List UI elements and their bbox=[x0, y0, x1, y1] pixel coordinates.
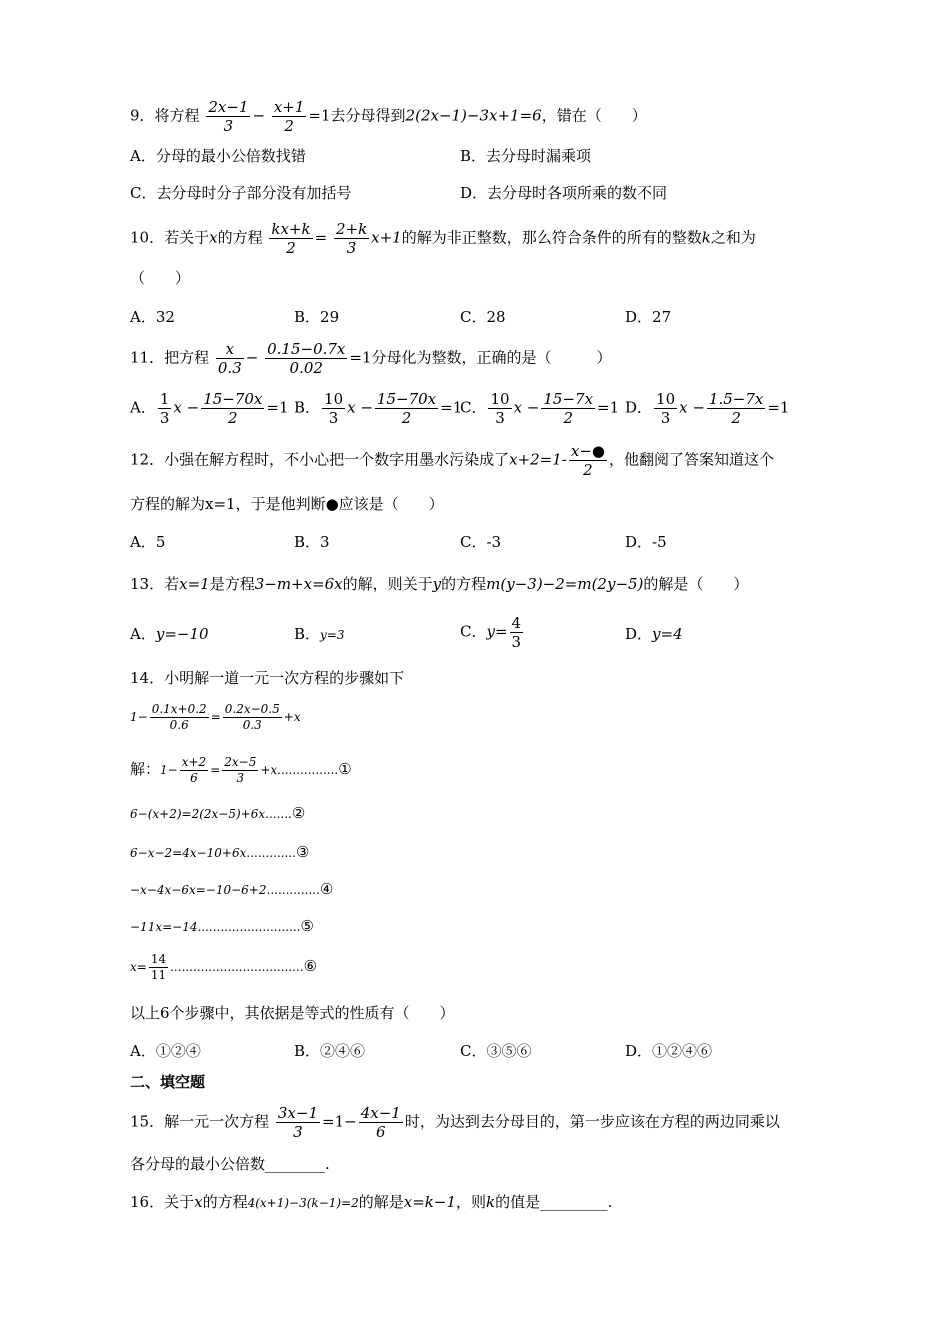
q13-eq2: m(y−3)−2=m(2y−5) bbox=[486, 575, 644, 593]
q15-stem bbox=[130, 1104, 780, 1141]
q15-number: 15． bbox=[130, 1112, 165, 1131]
q12-eq-lhs: x+2=1- bbox=[509, 450, 567, 469]
q14-solution-label: 解： bbox=[130, 760, 161, 778]
q14-step1-frac2 bbox=[222, 755, 258, 786]
q10-number: 10． bbox=[130, 228, 165, 247]
q14-problem-f1-num: 0.1x+0.2 bbox=[151, 702, 207, 716]
q11-c-rhs: =1 bbox=[597, 398, 620, 417]
q14-text: 小明解一道一元一次方程的步骤如下 bbox=[164, 669, 405, 687]
q14-problem-eq: = bbox=[210, 710, 221, 724]
q16-var-x: x bbox=[194, 1193, 203, 1211]
q11-option-c-frac1 bbox=[488, 390, 511, 427]
q11-a-f1-num: 1 bbox=[159, 390, 170, 408]
q11-number: 11． bbox=[130, 348, 165, 367]
q14-problem-tail: +x bbox=[283, 710, 301, 724]
q13-text-after: 的解是（ ） bbox=[643, 575, 749, 593]
q14-step3 bbox=[130, 842, 309, 863]
q14-problem-f2-num: 0.2x−0.5 bbox=[224, 702, 280, 716]
q11-option-a-label: A． bbox=[130, 398, 156, 417]
q12-option-a: A．5 bbox=[130, 533, 166, 551]
q11-d-f2-den: 2 bbox=[731, 409, 741, 427]
q11-a-f2-num: 15−70x bbox=[203, 390, 263, 408]
q9-stem bbox=[130, 98, 647, 135]
q9-frac2-num: x+1 bbox=[273, 98, 305, 116]
q14-step1-eq: = bbox=[210, 763, 221, 777]
q10-var-x: x bbox=[209, 228, 218, 247]
q11-rhs: =1 bbox=[349, 348, 372, 367]
q9-number: 9． bbox=[130, 106, 155, 125]
q9-text-before: 将方程 bbox=[154, 106, 200, 125]
q14-step5-eq: −11x=−14 bbox=[130, 920, 198, 934]
q9-option-d: D．去分母时各项所乘的数不同 bbox=[460, 184, 668, 202]
q10-frac1-den: 2 bbox=[286, 239, 296, 257]
q16-text-mid: 的方程 bbox=[202, 1193, 248, 1211]
q9-frac1-num: 2x−1 bbox=[208, 98, 249, 116]
q11-option-b bbox=[294, 390, 462, 427]
q14-step4-dots: .............. bbox=[266, 883, 320, 897]
q14-step5-mark: ⑤ bbox=[300, 917, 314, 935]
q11-option-b-frac2 bbox=[375, 390, 438, 427]
q14-problem-frac2 bbox=[223, 702, 282, 733]
q14-option-a: A．①②④ bbox=[130, 1042, 201, 1060]
q11-b-rhs: =1 bbox=[440, 398, 463, 417]
q10-var-k: k bbox=[701, 228, 711, 247]
q12-text-after: ，他翻阅了答案知道这个 bbox=[609, 450, 775, 469]
q15-frac2 bbox=[359, 1104, 403, 1141]
q13-option-d bbox=[625, 624, 683, 644]
q14-question: 以上6个步骤中，其依据是等式的性质有（ ） bbox=[130, 1004, 455, 1022]
q10-option-d: D．27 bbox=[625, 308, 672, 326]
q13-c-frac bbox=[510, 614, 524, 651]
q13-option-b bbox=[294, 624, 345, 645]
q14-step5-dots: ........................... bbox=[197, 920, 301, 934]
q9-minus: − bbox=[252, 106, 266, 125]
q9-text-mid: 去分母得到 bbox=[330, 106, 406, 125]
q11-b-f1-num: 10 bbox=[324, 390, 344, 408]
q12-frac bbox=[569, 442, 607, 479]
q14-step6-pre: x= bbox=[130, 960, 147, 974]
q16-var-k: k bbox=[486, 1193, 496, 1211]
q11-c-mid: x − bbox=[513, 398, 540, 417]
q12-line2: 方程的解为x=1，于是他判断●应该是（ ） bbox=[130, 495, 444, 513]
q13-option-a bbox=[130, 624, 209, 644]
q15-f1-den: 3 bbox=[293, 1123, 303, 1141]
q14-option-c: C．③⑤⑥ bbox=[460, 1042, 532, 1060]
q11-b-mid: x − bbox=[347, 398, 373, 417]
q13-var-y: y bbox=[432, 575, 442, 593]
q11-frac1-den: 0.3 bbox=[217, 359, 242, 377]
q16-text-after: 的值是_________. bbox=[495, 1193, 613, 1211]
q11-option-d-frac2 bbox=[707, 390, 765, 427]
q11-option-b-label: B． bbox=[294, 398, 321, 417]
q13-d-label: D． bbox=[625, 625, 653, 643]
q12-frac-den: 2 bbox=[583, 461, 593, 479]
q14-step5 bbox=[130, 916, 314, 937]
q11-frac2-den: 0.02 bbox=[289, 359, 323, 377]
q15-f1-num: 3x−1 bbox=[277, 1104, 319, 1122]
q13-c-frac-num: 4 bbox=[511, 614, 522, 632]
q14-problem bbox=[130, 702, 301, 733]
q15-f2-den: 6 bbox=[375, 1123, 386, 1141]
q14-step3-eq: 6−x−2=4x−10+6x bbox=[130, 846, 247, 860]
q14-step4-eq: −x−4x−6x=−10−6+2 bbox=[130, 883, 267, 897]
q16-stem bbox=[130, 1192, 612, 1213]
q10-frac2 bbox=[334, 220, 369, 257]
q12-option-c: C．-3 bbox=[460, 533, 502, 551]
q11-d-rhs: =1 bbox=[767, 398, 790, 417]
q12-frac-num: x−● bbox=[570, 442, 605, 460]
q14-step1 bbox=[130, 755, 352, 786]
q13-eq1: 3−m+x=6x bbox=[254, 575, 343, 593]
q11-d-mid: x − bbox=[679, 398, 705, 417]
q10-equals: = bbox=[314, 228, 328, 247]
q11-option-a bbox=[130, 390, 289, 427]
q10-frac2-den: 3 bbox=[346, 239, 357, 257]
q14-option-b: B．②④⑥ bbox=[294, 1042, 366, 1060]
q11-option-d bbox=[625, 390, 789, 427]
section-heading-fill-in: 二、填空题 bbox=[130, 1073, 206, 1091]
q10-stem bbox=[130, 220, 756, 257]
q13-b-value: y=3 bbox=[320, 628, 345, 642]
q13-text-mid3: 的方程 bbox=[441, 575, 487, 593]
q14-option-d: D．①②④⑥ bbox=[625, 1042, 713, 1060]
q14-stem bbox=[130, 668, 404, 688]
q16-eq: 4(x+1)−3(k−1)=2 bbox=[247, 1196, 359, 1210]
q14-step6-dots: ................................... bbox=[170, 960, 304, 974]
q11-d-f2-num: 1.5−7x bbox=[708, 390, 764, 408]
q10-option-b: B．29 bbox=[294, 308, 340, 326]
q11-a-rhs: =1 bbox=[266, 398, 289, 417]
q14-step1-tail: +x bbox=[260, 763, 278, 777]
q11-option-a-frac2 bbox=[201, 390, 264, 427]
q9-text-after: ，错在（ ） bbox=[541, 106, 647, 125]
q10-text-before: 若关于 bbox=[164, 228, 210, 247]
q12-text-before: 小强在解方程时，不小心把一个数字用墨水污染成了 bbox=[164, 450, 510, 469]
q13-c-pre: y= bbox=[486, 622, 508, 641]
q11-c-f1-num: 10 bbox=[490, 390, 510, 408]
q11-a-f2-den: 2 bbox=[228, 409, 238, 427]
q13-cond: x=1 bbox=[179, 575, 210, 593]
q14-number: 14． bbox=[130, 669, 165, 687]
q10-frac1 bbox=[269, 220, 312, 257]
q14-problem-frac1 bbox=[150, 702, 209, 733]
q14-problem-pre: 1− bbox=[130, 710, 148, 724]
q13-a-label: A． bbox=[130, 625, 156, 643]
q13-a-value: y=−10 bbox=[155, 625, 209, 643]
q15-line2: 各分母的最小公倍数________. bbox=[130, 1155, 330, 1173]
q10-text-eq: 的方程 bbox=[217, 228, 263, 247]
q13-stem bbox=[130, 574, 748, 594]
q13-number: 13． bbox=[130, 575, 165, 593]
q13-d-value: y=4 bbox=[652, 625, 683, 643]
q9-eq-result: 2(2x−1)−3x+1=6 bbox=[405, 106, 542, 125]
q13-option-c bbox=[460, 614, 525, 651]
q11-frac1 bbox=[216, 340, 244, 377]
q14-step1-frac1 bbox=[180, 755, 208, 786]
q15-frac1 bbox=[276, 1104, 320, 1141]
q11-c-f2-den: 2 bbox=[563, 409, 573, 427]
q13-b-label: B． bbox=[294, 625, 321, 643]
q11-frac2-num: 0.15−0.7x bbox=[267, 340, 346, 358]
q14-step4 bbox=[130, 879, 333, 900]
q10-paren: （ ） bbox=[130, 269, 191, 287]
q11-text-after: 分母化为整数，正确的是（ ） bbox=[371, 348, 612, 367]
q11-a-mid: x − bbox=[173, 398, 200, 417]
q11-a-f1-den: 3 bbox=[159, 409, 170, 427]
q11-minus: − bbox=[245, 348, 259, 367]
q10-frac1-num: kx+k bbox=[271, 220, 311, 238]
q11-option-c bbox=[460, 390, 619, 427]
q10-text-end: 之和为 bbox=[710, 228, 756, 247]
q12-option-d: D．-5 bbox=[625, 533, 667, 551]
q11-frac1-num: x bbox=[216, 340, 244, 359]
q14-step1-f2-num: 2x−5 bbox=[224, 755, 257, 769]
q14-step6 bbox=[130, 952, 317, 983]
q15-eq-mid: =1− bbox=[322, 1112, 357, 1131]
q10-option-a: A．32 bbox=[130, 308, 175, 326]
q11-c-f1-den: 3 bbox=[495, 409, 505, 427]
q9-option-a: A．分母的最小公倍数找错 bbox=[130, 147, 306, 165]
q14-problem-f1-den: 0.6 bbox=[169, 718, 189, 732]
q11-option-c-label: C． bbox=[460, 398, 487, 417]
q13-text-mid2: 的解，则关于 bbox=[342, 575, 433, 593]
q10-eq-tail: x+1 bbox=[371, 228, 402, 247]
q9-frac1-den: 3 bbox=[223, 117, 234, 135]
q16-solution: x=k−1 bbox=[403, 1193, 457, 1211]
q11-option-a-frac1 bbox=[158, 390, 172, 427]
q11-option-c-frac2 bbox=[541, 390, 595, 427]
q13-text-before: 若 bbox=[164, 575, 180, 593]
q14-step4-mark: ④ bbox=[319, 880, 334, 898]
q15-text-before: 解一元一次方程 bbox=[164, 1112, 270, 1131]
q11-frac2 bbox=[265, 340, 347, 377]
q14-step1-pre: 1− bbox=[160, 763, 178, 777]
q9-rhs: =1 bbox=[308, 106, 331, 125]
q9-frac2 bbox=[272, 98, 307, 135]
q14-problem-f2-den: 0.3 bbox=[242, 718, 262, 732]
q16-text-mid3: ，则 bbox=[456, 1193, 487, 1211]
q14-step3-mark: ③ bbox=[295, 843, 310, 861]
q10-text-after: 的解为非正整数，那么符合条件的所有的整数 bbox=[401, 228, 702, 247]
q11-d-f1-num: 10 bbox=[656, 390, 676, 408]
q11-c-f2-num: 15−7x bbox=[543, 390, 594, 408]
q11-d-f1-den: 3 bbox=[660, 409, 671, 427]
q14-step6-frac-den: 11 bbox=[150, 968, 167, 982]
q12-option-b: B．3 bbox=[294, 533, 330, 551]
q15-f2-num: 4x−1 bbox=[360, 1104, 401, 1122]
q14-step6-frac-num: 14 bbox=[150, 952, 167, 966]
q14-step2 bbox=[130, 803, 305, 824]
q14-step2-dots: ....... bbox=[265, 807, 292, 821]
q11-b-f1-den: 3 bbox=[328, 409, 339, 427]
q16-text-mid2: 的解是 bbox=[358, 1193, 404, 1211]
q14-step3-dots: ............. bbox=[246, 846, 296, 860]
q14-step1-dots: ................ bbox=[277, 763, 339, 777]
q14-step1-mark: ① bbox=[338, 760, 352, 778]
q11-option-d-frac1 bbox=[654, 390, 677, 427]
q13-c-label: C． bbox=[460, 622, 487, 641]
q11-b-f2-num: 15−70x bbox=[376, 390, 437, 408]
q9-option-b: B．去分母时漏乘项 bbox=[460, 147, 592, 165]
q9-option-c: C．去分母时分子部分没有加括号 bbox=[130, 184, 352, 202]
q10-option-c: C．28 bbox=[460, 308, 506, 326]
q12-stem bbox=[130, 442, 774, 479]
q16-text-before: 关于 bbox=[164, 1193, 195, 1211]
q16-number: 16． bbox=[130, 1193, 165, 1211]
q14-step6-mark: ⑥ bbox=[303, 957, 318, 975]
q14-step2-eq: 6−(x+2)=2(2x−5)+6x bbox=[130, 807, 266, 821]
q14-step1-f1-num: x+2 bbox=[181, 755, 207, 769]
q9-frac1 bbox=[206, 98, 250, 135]
q11-option-d-label: D． bbox=[625, 398, 653, 417]
q14-step2-mark: ② bbox=[291, 804, 306, 822]
q15-text-after: 时，为达到去分母目的，第一步应该在方程的两边同乘以 bbox=[404, 1112, 780, 1131]
q11-text-before: 把方程 bbox=[164, 348, 210, 367]
q13-text-mid1: 是方程 bbox=[209, 575, 255, 593]
q11-b-f2-den: 2 bbox=[401, 409, 412, 427]
q12-number: 12． bbox=[130, 450, 165, 469]
q14-step1-f1-den: 6 bbox=[190, 771, 198, 785]
q9-frac2-den: 2 bbox=[284, 117, 294, 135]
q11-stem bbox=[130, 340, 612, 377]
q14-step6-frac bbox=[149, 952, 168, 983]
q10-frac2-num: 2+k bbox=[335, 220, 368, 238]
q13-c-frac-den: 3 bbox=[511, 633, 522, 651]
q11-option-b-frac1 bbox=[322, 390, 345, 427]
q14-step1-f2-den: 3 bbox=[236, 771, 245, 785]
